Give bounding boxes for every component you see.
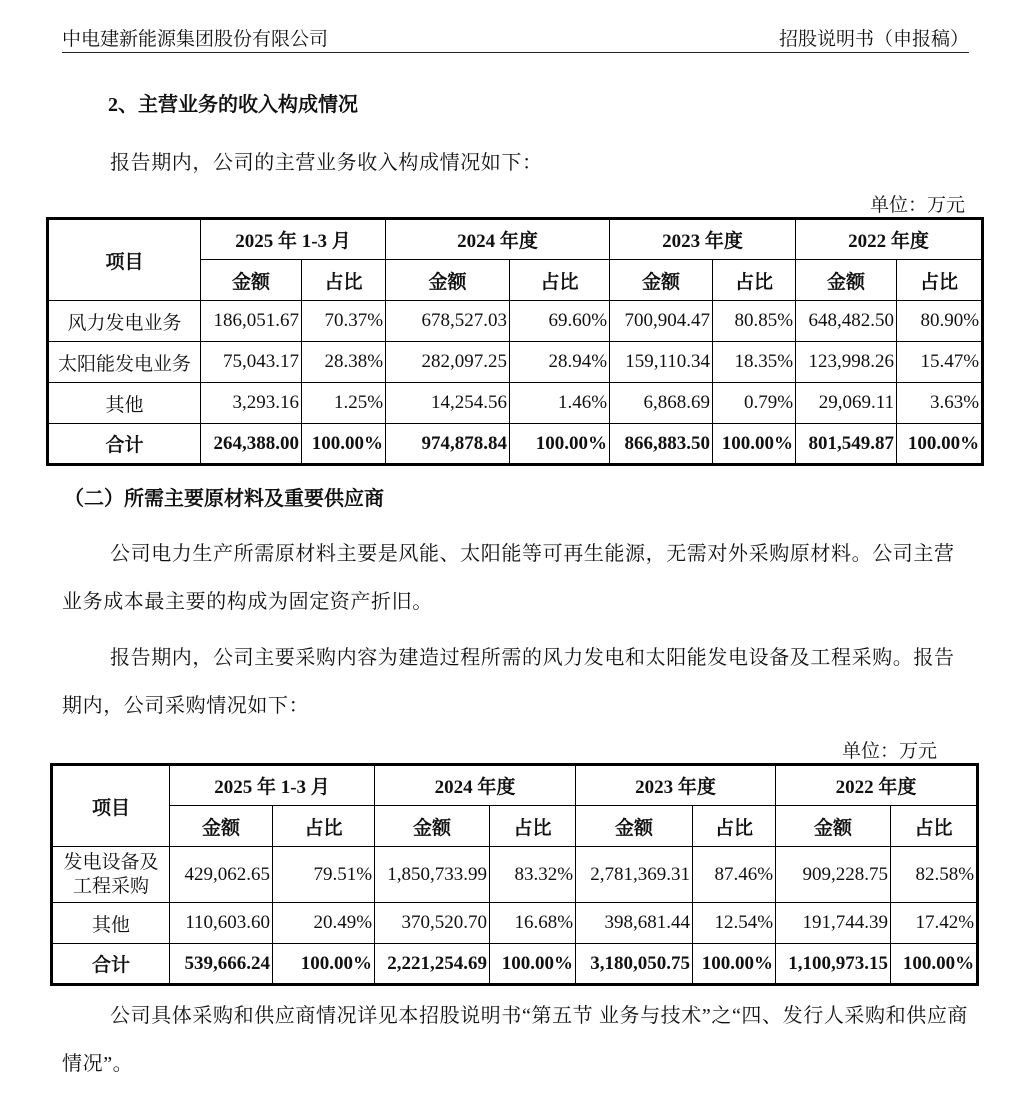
revenue-table bbox=[46, 217, 984, 466]
amount-cell: 2,221,254.69 bbox=[375, 944, 490, 985]
period-header: 2025 年 1-3 月 bbox=[170, 765, 375, 806]
share-cell: 80.90% bbox=[897, 301, 983, 342]
table-row bbox=[48, 301, 983, 342]
amount-cell: 678,527.03 bbox=[386, 301, 510, 342]
share-cell: 15.47% bbox=[897, 342, 983, 383]
share-cell: 100.00% bbox=[510, 424, 610, 465]
share-cell: 100.00% bbox=[897, 424, 983, 465]
section-heading: 2、主营业务的收入构成情况 bbox=[108, 94, 358, 116]
document-title: 招股说明书（申报稿） bbox=[778, 29, 969, 50]
amount-header: 金额 bbox=[776, 806, 891, 847]
period-header: 2023 年度 bbox=[610, 219, 796, 260]
period-header: 2022 年度 bbox=[776, 765, 978, 806]
header-row bbox=[52, 765, 978, 806]
period-header: 2024 年度 bbox=[375, 765, 576, 806]
unit-label: 单位：万元 bbox=[841, 741, 937, 762]
amount-cell: 191,744.39 bbox=[776, 903, 891, 944]
period-header: 2024 年度 bbox=[386, 219, 610, 260]
share-cell: 70.37% bbox=[302, 301, 386, 342]
paragraph: 报告期内，公司的主营业务收入构成情况如下： bbox=[110, 152, 543, 174]
share-cell: 1.46% bbox=[510, 383, 610, 424]
amount-cell: 3,180,050.75 bbox=[576, 944, 693, 985]
amount-header: 金额 bbox=[576, 806, 693, 847]
table-row bbox=[48, 342, 983, 383]
amount-cell: 6,868.69 bbox=[610, 383, 713, 424]
share-header: 占比 bbox=[897, 260, 983, 301]
share-cell: 87.46% bbox=[693, 847, 776, 903]
amount-cell: 264,388.00 bbox=[201, 424, 302, 465]
amount-cell: 1,850,733.99 bbox=[375, 847, 490, 903]
share-cell: 28.94% bbox=[510, 342, 610, 383]
share-header: 占比 bbox=[693, 806, 776, 847]
period-header: 2023 年度 bbox=[576, 765, 776, 806]
amount-cell: 866,883.50 bbox=[610, 424, 713, 465]
share-cell: 69.60% bbox=[510, 301, 610, 342]
amount-cell: 1,100,973.15 bbox=[776, 944, 891, 985]
share-cell: 16.68% bbox=[490, 903, 576, 944]
share-cell: 100.00% bbox=[302, 424, 386, 465]
amount-cell: 110,603.60 bbox=[170, 903, 273, 944]
share-header: 占比 bbox=[273, 806, 375, 847]
table-row bbox=[52, 903, 978, 944]
amount-cell: 75,043.17 bbox=[201, 342, 302, 383]
share-cell: 17.42% bbox=[891, 903, 978, 944]
amount-header: 金额 bbox=[610, 260, 713, 301]
period-header: 2022 年度 bbox=[796, 219, 983, 260]
amount-cell: 123,998.26 bbox=[796, 342, 897, 383]
amount-cell: 186,051.67 bbox=[201, 301, 302, 342]
share-cell: 1.25% bbox=[302, 383, 386, 424]
share-cell: 82.58% bbox=[891, 847, 978, 903]
share-cell: 100.00% bbox=[693, 944, 776, 985]
paragraph: 公司电力生产所需原材料主要是风能、太阳能等可再生能源，无需对外采购原材料。公司主营业务成本最主要的构成为固定资产折旧。 bbox=[62, 543, 955, 613]
amount-cell: 282,097.25 bbox=[386, 342, 510, 383]
unit-label: 单位：万元 bbox=[869, 195, 965, 216]
share-header: 占比 bbox=[891, 806, 978, 847]
row-label: 其他 bbox=[52, 903, 170, 944]
section-heading: （二）所需主要原材料及重要供应商 bbox=[64, 488, 384, 510]
subheader-row bbox=[52, 806, 978, 847]
paragraph: 公司具体采购和供应商情况详见本招股说明书“第五节 业务与技术”之“四、发行人采购和供应商情况”。 bbox=[62, 1005, 969, 1075]
amount-cell: 539,666.24 bbox=[170, 944, 273, 985]
amount-header: 金额 bbox=[386, 260, 510, 301]
item-header: 项目 bbox=[52, 765, 170, 847]
amount-header: 金额 bbox=[170, 806, 273, 847]
row-label: 合计 bbox=[52, 944, 170, 985]
page-header bbox=[62, 24, 969, 53]
share-cell: 100.00% bbox=[713, 424, 796, 465]
paragraph: 报告期内，公司主要采购内容为建造过程所需的风力发电和太阳能发电设备及工程采购。报告期内，公司采购情况如下： bbox=[62, 647, 955, 717]
share-header: 占比 bbox=[302, 260, 386, 301]
procurement-table bbox=[50, 763, 979, 986]
amount-header: 金额 bbox=[796, 260, 897, 301]
share-cell: 12.54% bbox=[693, 903, 776, 944]
table-row bbox=[52, 944, 978, 985]
share-header: 占比 bbox=[713, 260, 796, 301]
row-label: 合计 bbox=[48, 424, 201, 465]
table-row bbox=[52, 847, 978, 903]
share-header: 占比 bbox=[510, 260, 610, 301]
share-cell: 80.85% bbox=[713, 301, 796, 342]
amount-header: 金额 bbox=[375, 806, 490, 847]
share-cell: 79.51% bbox=[273, 847, 375, 903]
amount-cell: 159,110.34 bbox=[610, 342, 713, 383]
amount-cell: 398,681.44 bbox=[576, 903, 693, 944]
share-cell: 100.00% bbox=[490, 944, 576, 985]
amount-cell: 14,254.56 bbox=[386, 383, 510, 424]
amount-cell: 801,549.87 bbox=[796, 424, 897, 465]
amount-cell: 3,293.16 bbox=[201, 383, 302, 424]
amount-cell: 909,228.75 bbox=[776, 847, 891, 903]
period-header: 2025 年 1-3 月 bbox=[201, 219, 386, 260]
amount-cell: 370,520.70 bbox=[375, 903, 490, 944]
amount-cell: 974,878.84 bbox=[386, 424, 510, 465]
share-cell: 3.63% bbox=[897, 383, 983, 424]
share-cell: 0.79% bbox=[713, 383, 796, 424]
row-label: 发电设备及工程采购 bbox=[52, 847, 170, 903]
amount-cell: 2,781,369.31 bbox=[576, 847, 693, 903]
table-row bbox=[48, 383, 983, 424]
amount-cell: 429,062.65 bbox=[170, 847, 273, 903]
row-label: 风力发电业务 bbox=[48, 301, 201, 342]
company-name: 中电建新能源集团股份有限公司 bbox=[62, 29, 329, 50]
row-label: 太阳能发电业务 bbox=[48, 342, 201, 383]
share-header: 占比 bbox=[490, 806, 576, 847]
amount-cell: 700,904.47 bbox=[610, 301, 713, 342]
item-header: 项目 bbox=[48, 219, 201, 301]
amount-cell: 29,069.11 bbox=[796, 383, 897, 424]
share-cell: 100.00% bbox=[891, 944, 978, 985]
table-row bbox=[48, 424, 983, 465]
row-label: 其他 bbox=[48, 383, 201, 424]
share-cell: 100.00% bbox=[273, 944, 375, 985]
amount-cell: 648,482.50 bbox=[796, 301, 897, 342]
header-row bbox=[48, 219, 983, 260]
share-cell: 20.49% bbox=[273, 903, 375, 944]
share-cell: 83.32% bbox=[490, 847, 576, 903]
share-cell: 28.38% bbox=[302, 342, 386, 383]
share-cell: 18.35% bbox=[713, 342, 796, 383]
amount-header: 金额 bbox=[201, 260, 302, 301]
